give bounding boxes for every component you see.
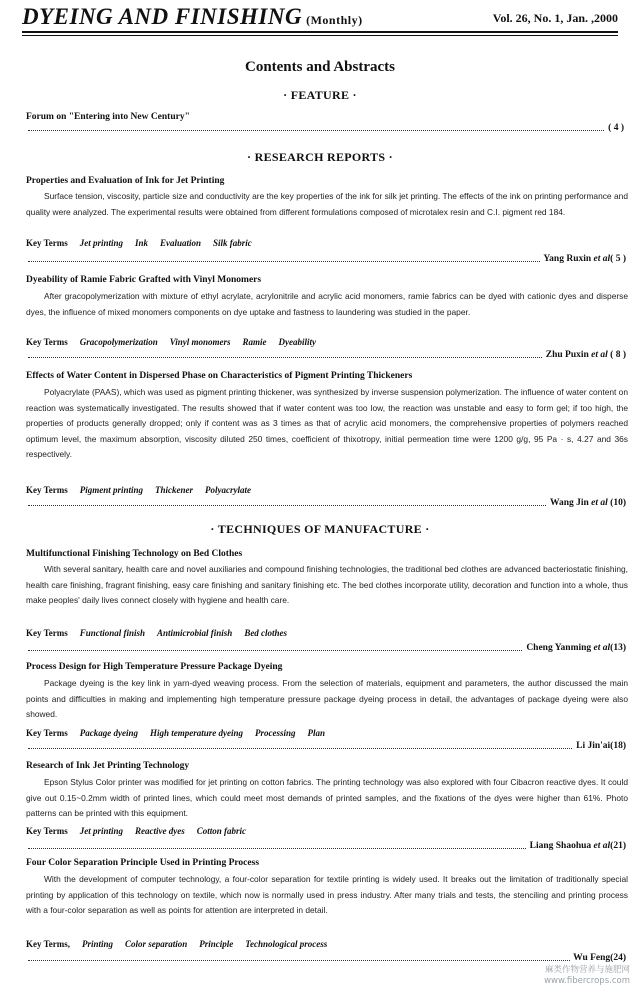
author-name: Li Jin'ai bbox=[576, 741, 611, 751]
key-term: Technological process bbox=[245, 939, 328, 949]
author-etal: et al bbox=[591, 498, 608, 508]
author-name: Yang Ruxin bbox=[543, 254, 592, 264]
article-author bbox=[570, 953, 626, 963]
journal-name: DYEING AND FINISHING bbox=[22, 4, 303, 29]
key-term: Dyeability bbox=[278, 337, 317, 347]
key-term: Principle bbox=[199, 939, 234, 949]
key-term: Processing bbox=[254, 728, 296, 738]
author-line bbox=[28, 500, 626, 510]
article-title: Four Color Separation Principle Used in Printing Process bbox=[26, 858, 260, 868]
key-term: Thickener bbox=[155, 485, 194, 495]
dot-leader bbox=[28, 505, 626, 506]
site-watermark bbox=[544, 965, 630, 987]
article-title: Effects of Water Content in Dispersed Phase on Characteristics of Pigment Printing Thickeners bbox=[26, 371, 413, 381]
journal-title bbox=[22, 4, 363, 30]
article-title: Multifunctional Finishing Technology on Bed Clothes bbox=[26, 549, 243, 559]
key-terms-label: Key Terms bbox=[26, 238, 68, 248]
key-term: Pigment printing bbox=[79, 485, 144, 495]
key-term: Bed clothes bbox=[244, 628, 288, 638]
article-abstract: Surface tension, viscosity, particle size and conductivity are the key properties of the ink for silk jet printing. The effects of the ink on printing performance and quality were analyzed. The experimental results were obtained from different formulations composed of microtalex resin and C.I. pigment red 184. bbox=[26, 191, 628, 217]
dot-leader bbox=[28, 261, 626, 262]
article-author bbox=[523, 643, 626, 653]
article-title: Process Design for High Temperature Pressure Package Dyeing bbox=[26, 662, 283, 672]
section-feature: · FEATURE · bbox=[283, 88, 357, 102]
key-term: Printing bbox=[82, 939, 114, 949]
key-term: Ramie bbox=[242, 337, 267, 347]
key-terms bbox=[26, 628, 287, 638]
forum-title: Forum on "Entering into New Century" bbox=[26, 112, 190, 122]
article-author bbox=[540, 254, 626, 264]
article-abstract: Polyacrylate (PAAS), which was used as pigment printing thickener, was synthesized by inverse suspension polymerization. The influence of water content on reaction was systematically investigated. The results showed that if water content was too low, the reaction was unstable and easy to form gel; if too high, the properties of products generally dropped; only if content was as 3 times as that of acrylic acid monomers, the comprehensive properties of polymers reached optimum level, the maximum absorption, viscosity diluted 250 times, coefficient of thixotropy, initial permeation time were 1200 g/g, 95 Pa · s, 4.27 and 36s respectively. bbox=[26, 387, 628, 459]
key-terms-label: Key Terms bbox=[26, 337, 68, 347]
article-author bbox=[547, 498, 626, 508]
article-page: ( 5 ) bbox=[610, 254, 626, 264]
author-name: Wang Jin bbox=[549, 498, 589, 508]
key-term: Evaluation bbox=[160, 238, 202, 248]
article-title: Research of Ink Jet Printing Technology bbox=[26, 761, 190, 771]
article-author bbox=[527, 841, 626, 851]
article-title: Dyeability of Ramie Fabric Grafted with Vinyl Monomers bbox=[26, 275, 262, 285]
forum-entry-line bbox=[28, 125, 624, 135]
author-name: Liang Shaohua bbox=[529, 841, 592, 851]
key-terms-label: Key Terms bbox=[26, 826, 68, 836]
author-line bbox=[28, 256, 626, 266]
article-page: (10) bbox=[610, 498, 626, 508]
article-abstract: With the development of computer technology, a four-color separation for textile printing is widely used. It breaks out the limitation of traditionally special printing by application of this technology on textile, which now is normally used in press industry. After many trials and tests, the stenciling and printing process with a four-color separation as well as points for attention are interpreted in detail. bbox=[26, 874, 628, 915]
key-term: Gracopolymerization bbox=[79, 337, 158, 347]
dot-leader bbox=[28, 960, 626, 961]
dot-leader bbox=[28, 357, 626, 358]
key-term: Plan bbox=[307, 728, 325, 738]
masthead-rule bbox=[22, 31, 618, 33]
key-terms bbox=[26, 485, 251, 495]
key-terms-label: Key Terms, bbox=[26, 939, 70, 949]
masthead bbox=[22, 4, 618, 30]
key-term: Package dyeing bbox=[79, 728, 138, 738]
article-abstract: Package dyeing is the key link in yarn-dyed weaving process. From the selection of materials, equipment and parameters, the author discussed the main points and difficulties in making and implementing high temperature pressure package dyeing process in detail, the advantages of package dyeing were also showed. bbox=[26, 678, 628, 719]
author-etal: et al bbox=[593, 254, 611, 264]
author-line bbox=[28, 955, 626, 965]
forum-page: ( 4 ) bbox=[605, 123, 624, 133]
article-page: (18) bbox=[610, 741, 626, 751]
article-title: Properties and Evaluation of Ink for Jet Printing bbox=[26, 176, 225, 186]
author-name: Zhu Puxin bbox=[545, 350, 589, 360]
article-author bbox=[573, 741, 626, 751]
key-term: Silk fabric bbox=[213, 238, 252, 248]
key-terms-label: Key Terms bbox=[26, 628, 68, 638]
author-etal: et al bbox=[593, 643, 611, 653]
key-terms bbox=[26, 939, 327, 949]
key-term: Antimicrobial finish bbox=[157, 628, 233, 638]
author-line bbox=[28, 743, 626, 753]
key-terms bbox=[26, 826, 246, 836]
key-term: Vinyl monomers bbox=[169, 337, 231, 347]
dot-leader bbox=[28, 130, 624, 131]
article-abstract: Epson Stylus Color printer was modified for jet printing on cotton fabrics. The printing technology was also explored with four Cibacron reactive dyes. It could give out 0.15~0.2mm width of printed lines, which could meet most demands of printed samples, and the fixations of the dyes were higher than 61%. Photo patterns can be printed with this equipment. bbox=[26, 777, 628, 818]
key-terms-label: Key Terms bbox=[26, 485, 68, 495]
key-terms bbox=[26, 728, 325, 738]
key-terms bbox=[26, 337, 316, 347]
author-name: Cheng Yanming bbox=[526, 643, 592, 653]
journal-frequency: (Monthly) bbox=[306, 13, 363, 27]
article-abstract: After gracopolymerization with mixture of ethyl acrylate, acrylonitrile and acrylic acid monomers, ramie fabrics can be dyed with cationic dyes and disperse dyes, the influence of mixed monomers components on dye uptake and fastness to laundering was studied in the paper. bbox=[26, 291, 628, 317]
key-term: Ink bbox=[135, 238, 149, 248]
key-term: Reactive dyes bbox=[135, 826, 185, 836]
article-page: (13) bbox=[610, 643, 626, 653]
dot-leader bbox=[28, 748, 626, 749]
section-techniques: · TECHNIQUES OF MANUFACTURE · bbox=[210, 522, 430, 536]
key-term: Jet printing bbox=[79, 238, 124, 248]
author-name: Wu Feng bbox=[573, 953, 611, 963]
author-line bbox=[28, 352, 626, 362]
section-research: · RESEARCH REPORTS · bbox=[247, 150, 393, 164]
key-terms-label: Key Terms bbox=[26, 728, 68, 738]
key-term: Functional finish bbox=[79, 628, 146, 638]
key-term: Jet printing bbox=[79, 826, 124, 836]
key-term: Color separation bbox=[125, 939, 188, 949]
author-etal: et al bbox=[591, 350, 608, 360]
issue-info: Vol. 26, No. 1, Jan. ,2000 bbox=[492, 11, 618, 25]
watermark-line1: 麻类作物营养与施肥网 bbox=[544, 965, 630, 975]
masthead-rule-thin bbox=[22, 35, 618, 36]
key-term: Polyacrylate bbox=[205, 485, 251, 495]
author-line bbox=[28, 645, 626, 655]
article-abstract: With several sanitary, health care and novel auxiliaries and compound finishing technologies, the traditional bed clothes are advanced bacteriostatic finishing, health care finishing, fragrant finishing, easy care finishing and sanitary finishing etc. The bed clothes incorporate utility, decoration and function into a whole, thus make peoples' daily lives connect closely with hygiene and health care. bbox=[26, 564, 628, 605]
key-terms bbox=[26, 238, 252, 248]
author-line bbox=[28, 843, 626, 853]
key-term: Cotton fabric bbox=[196, 826, 247, 836]
page-title: Contents and Abstracts bbox=[244, 59, 395, 75]
article-author bbox=[543, 350, 626, 360]
article-page: (21) bbox=[610, 841, 626, 851]
key-term: High temperature dyeing bbox=[149, 728, 243, 738]
author-etal: et al bbox=[593, 841, 611, 851]
article-page: ( 8 ) bbox=[610, 350, 626, 360]
watermark-line2: www.fibercrops.com bbox=[544, 976, 630, 986]
article-page: (24) bbox=[610, 953, 626, 963]
